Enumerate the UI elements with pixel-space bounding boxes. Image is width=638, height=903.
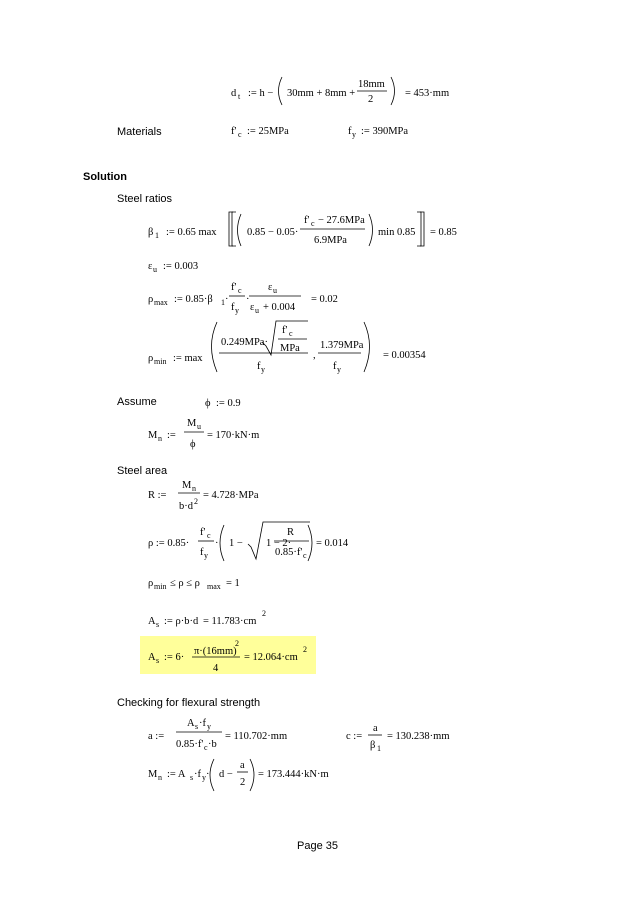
svg-text:c: c (207, 531, 211, 540)
svg-text:18mm: 18mm (358, 79, 385, 90)
eq-as-required (148, 609, 266, 629)
svg-text:f: f (257, 361, 261, 372)
svg-text:s: s (195, 722, 199, 731)
svg-text:c: c (289, 329, 293, 338)
svg-text:f: f (200, 547, 204, 558)
svg-text::=: := (167, 430, 176, 441)
svg-text:min 0.85: min 0.85 (378, 227, 416, 238)
phi-value: := 0.9 (216, 398, 241, 409)
svg-text:ϕ: ϕ (205, 398, 211, 409)
svg-text:R :=: R := (148, 490, 167, 501)
svg-text:u: u (255, 306, 259, 315)
svg-text:M: M (182, 480, 192, 491)
svg-text:f: f (231, 302, 235, 313)
svg-text:π·(16mm): π·(16mm) (194, 646, 237, 657)
svg-text:R: R (287, 527, 295, 538)
svg-text:a: a (373, 723, 378, 734)
svg-text:·: · (206, 769, 210, 780)
svg-text:1.379MPa: 1.379MPa (320, 340, 364, 351)
mn-check-result: = 173.444·kN·m (258, 769, 329, 780)
svg-text:y: y (261, 365, 265, 374)
eq-c (346, 723, 450, 753)
svg-text:b·d: b·d (179, 501, 193, 512)
svg-text:0.85·f': 0.85·f' (275, 547, 303, 558)
svg-text:c: c (238, 286, 242, 295)
svg-text:1: 1 (221, 298, 225, 307)
svg-text:≤ ρ ≤ ρ: ≤ ρ ≤ ρ (170, 578, 200, 589)
rho-max-result: = 0.02 (311, 294, 338, 305)
svg-text:1: 1 (155, 231, 159, 240)
eq-rho-max (148, 282, 338, 315)
solution-heading: Solution (83, 171, 127, 183)
fc-value: := 25MPa (247, 126, 289, 137)
svg-text:2: 2 (303, 645, 307, 654)
eq-as-provided (148, 639, 307, 674)
svg-text::= ρ·b·d: := ρ·b·d (164, 616, 199, 627)
svg-text:min: min (154, 357, 167, 366)
svg-text:A: A (148, 616, 156, 627)
svg-text:s: s (190, 773, 194, 782)
svg-text:f': f' (282, 325, 288, 336)
svg-text:β: β (148, 227, 154, 238)
mn-assume-result: = 170·kN·m (207, 430, 260, 441)
svg-text:ρ: ρ (148, 578, 154, 589)
svg-text:ρ := 0.85·: ρ := 0.85· (148, 538, 190, 549)
svg-text:s: s (156, 620, 160, 629)
svg-text:d: d (231, 88, 237, 99)
svg-text:y: y (202, 773, 206, 782)
rho-min-result: = 0.00354 (383, 350, 426, 361)
rho-check-result: = 1 (226, 578, 240, 589)
svg-text:f: f (348, 126, 352, 137)
svg-text:c: c (238, 130, 242, 139)
svg-text:n: n (192, 484, 196, 493)
svg-text:u: u (197, 422, 201, 431)
svg-text:n: n (158, 773, 162, 782)
svg-text:β: β (370, 740, 376, 751)
svg-text:f': f' (304, 215, 310, 226)
svg-text:·: · (225, 294, 229, 305)
svg-text:ε: ε (268, 282, 273, 293)
svg-text:·f: ·f (199, 718, 206, 729)
a-result: = 110.702·mm (225, 731, 288, 742)
svg-text::= h −: := h − (248, 88, 274, 99)
c-result: = 130.238·mm (387, 731, 450, 742)
svg-text:2: 2 (240, 777, 246, 788)
svg-text:s: s (156, 656, 160, 665)
svg-text:y: y (352, 130, 356, 139)
svg-text:·f: ·f (194, 769, 201, 780)
svg-text:0.85 − 0.05·: 0.85 − 0.05· (247, 227, 299, 238)
svg-text:u: u (153, 265, 157, 274)
rho-result: = 0.014 (316, 538, 349, 549)
dt-result: = 453·mm (405, 88, 450, 99)
svg-text:c: c (311, 219, 315, 228)
svg-text:0.249MPa·: 0.249MPa· (221, 337, 268, 348)
svg-text:c: c (204, 743, 208, 752)
svg-text:1: 1 (377, 744, 381, 753)
eq-mn-assume (148, 418, 259, 450)
fy-value: := 390MPa (361, 126, 409, 137)
svg-text:6.9MPa: 6.9MPa (314, 235, 347, 246)
svg-text:ε: ε (148, 261, 153, 272)
svg-text:y: y (204, 551, 208, 560)
svg-text:c :=: c := (346, 731, 363, 742)
svg-text:f': f' (200, 527, 206, 538)
svg-text::= 6·: := 6· (164, 652, 185, 663)
svg-text:·b: ·b (208, 739, 217, 750)
page-footer: Page 35 (297, 840, 338, 852)
svg-text:·: · (246, 294, 250, 305)
assume-label: Assume (117, 396, 157, 408)
steel-ratios-heading: Steel ratios (117, 193, 173, 205)
svg-text:max: max (207, 582, 221, 591)
svg-text:M: M (187, 418, 197, 429)
svg-text:y: y (235, 306, 239, 315)
svg-text:f': f' (231, 126, 237, 137)
svg-text:ρ: ρ (148, 294, 154, 305)
as-required-result: = 11.783·cm (203, 616, 257, 627)
svg-text:t: t (238, 92, 241, 101)
eq-eps-u (148, 261, 198, 274)
svg-text:ε: ε (250, 302, 255, 313)
svg-text:MPa: MPa (280, 343, 300, 354)
svg-text:A: A (148, 652, 156, 663)
svg-text:min: min (154, 582, 167, 591)
svg-text:2: 2 (194, 497, 198, 506)
eq-r (148, 480, 259, 512)
svg-text:M: M (148, 430, 158, 441)
svg-text:u: u (273, 286, 277, 295)
svg-text::= 0.85·β: := 0.85·β (174, 294, 213, 305)
svg-text:f': f' (231, 282, 237, 293)
svg-text:·: · (215, 538, 219, 549)
svg-text:y: y (207, 722, 211, 731)
svg-text::= 0.65 max: := 0.65 max (166, 227, 217, 238)
svg-text:y: y (337, 365, 341, 374)
r-result: = 4.728·MPa (203, 490, 259, 501)
as-provided-result: = 12.064·cm (244, 652, 298, 663)
svg-text:a :=: a := (148, 731, 165, 742)
beta1-result: = 0.85 (430, 227, 457, 238)
svg-text:0.85·f': 0.85·f' (176, 739, 204, 750)
eq-dt (231, 77, 449, 105)
steel-area-heading: Steel area (117, 465, 168, 477)
svg-text:M: M (148, 769, 158, 780)
svg-text:2: 2 (235, 639, 239, 648)
eq-mn-check (148, 759, 329, 791)
eq-rho (148, 522, 349, 561)
svg-text:ϕ: ϕ (190, 439, 196, 450)
svg-text:f: f (333, 361, 337, 372)
svg-text:ρ: ρ (148, 353, 154, 364)
eq-materials (231, 126, 408, 139)
eps-u-value: := 0.003 (163, 261, 199, 272)
svg-text::= A: := A (167, 769, 186, 780)
eq-phi (205, 398, 241, 409)
svg-text:,: , (313, 350, 316, 361)
eq-a (148, 718, 287, 752)
svg-text::= max: := max (173, 353, 203, 364)
eq-rho-min (148, 321, 426, 374)
svg-text:A: A (187, 718, 195, 729)
svg-text:1 −: 1 − (229, 538, 243, 549)
svg-text:a: a (240, 760, 245, 771)
svg-text:n: n (158, 434, 162, 443)
svg-text:2: 2 (262, 609, 266, 618)
svg-text:2: 2 (368, 94, 374, 105)
materials-label: Materials (117, 126, 162, 138)
eq-beta1 (148, 212, 457, 246)
eq-rho-check (148, 578, 240, 591)
svg-text:max: max (154, 298, 168, 307)
svg-text:4: 4 (213, 663, 219, 674)
svg-text:30mm + 8mm +: 30mm + 8mm + (287, 88, 356, 99)
svg-text:d −: d − (219, 769, 233, 780)
svg-text:c: c (303, 551, 307, 560)
checking-heading: Checking for flexural strength (117, 697, 261, 709)
svg-text:1 − 2·: 1 − 2· (266, 538, 292, 549)
svg-text:− 27.6MPa: − 27.6MPa (318, 215, 365, 226)
svg-text:+ 0.004: + 0.004 (263, 302, 296, 313)
